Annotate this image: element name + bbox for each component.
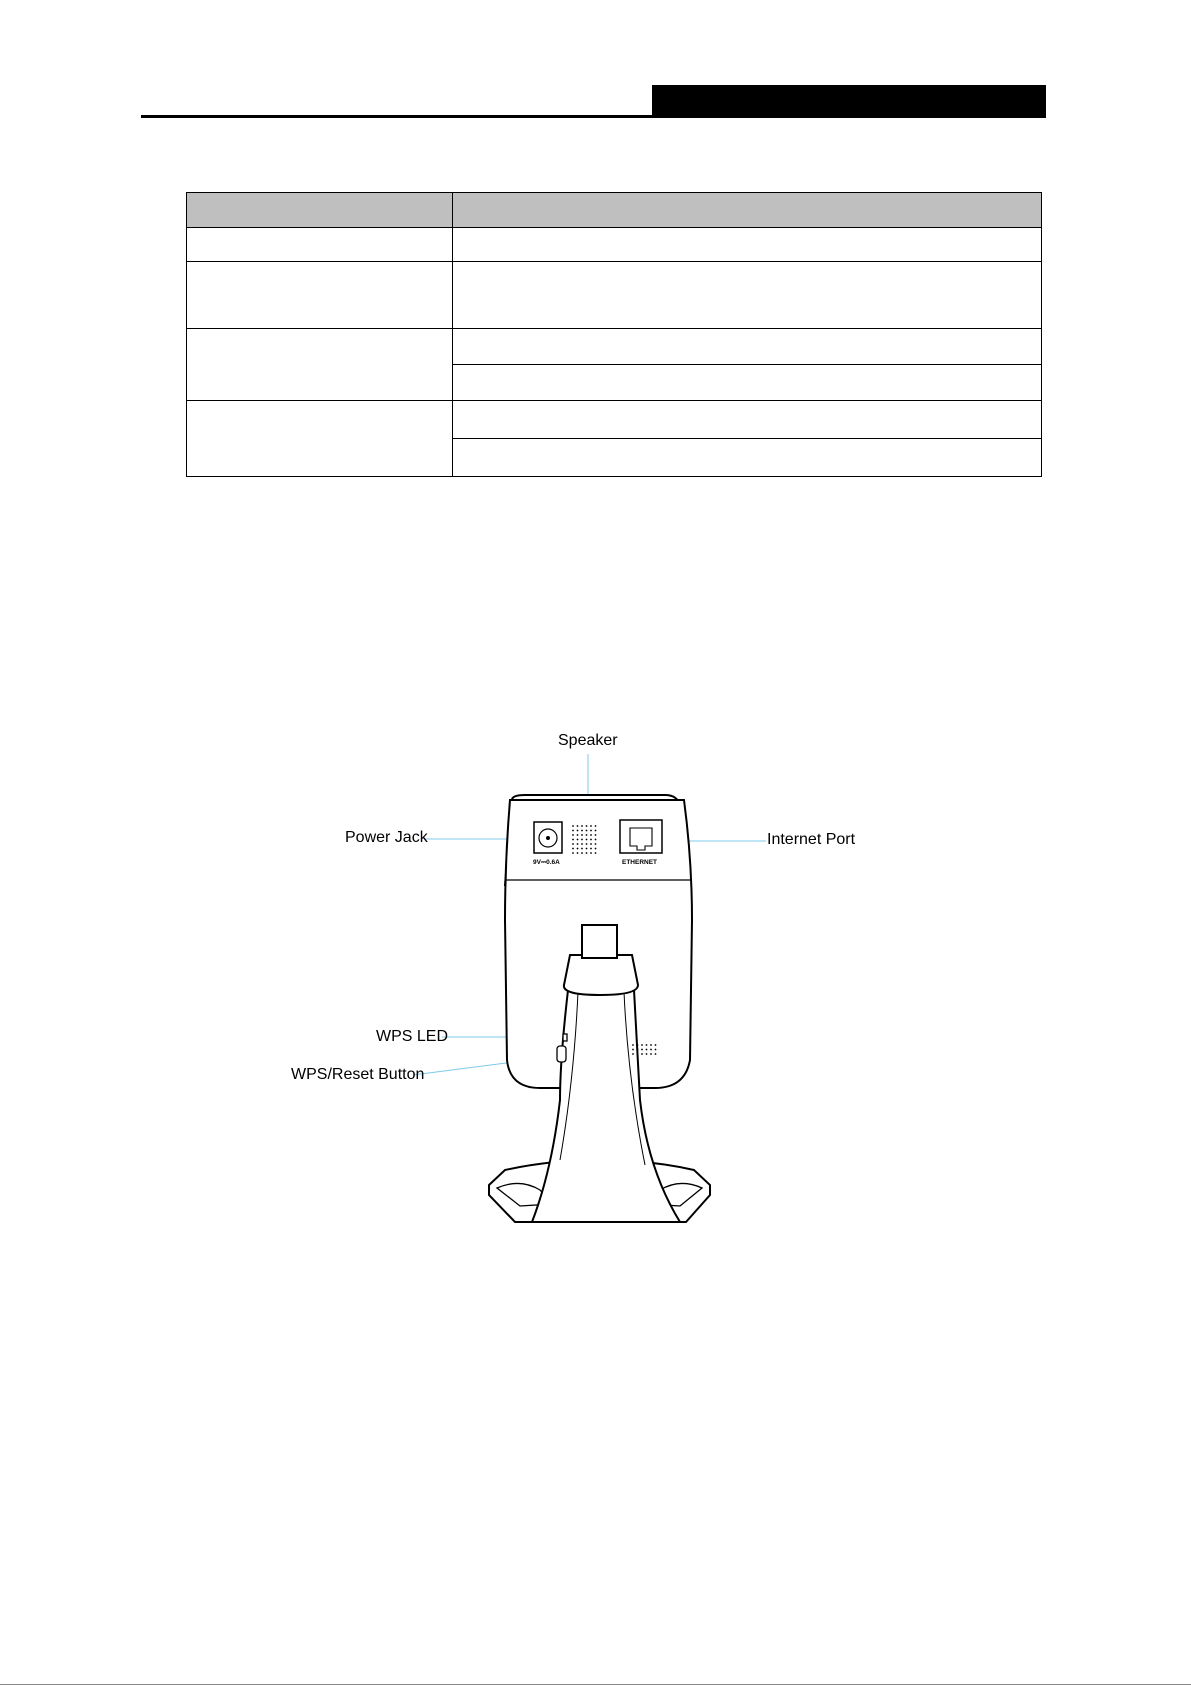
power-jack-label: Power Jack [345, 829, 428, 846]
grille-dot [586, 852, 588, 854]
grille-dot [646, 1044, 648, 1046]
grille-dot [581, 830, 583, 832]
grille-dot [650, 1049, 652, 1051]
grille-dot [577, 848, 579, 850]
power-rating-text: 9V⎓0.6A [533, 859, 560, 866]
grille-dot [572, 839, 574, 841]
grille-dot [655, 1044, 657, 1046]
grille-dot [641, 1049, 643, 1051]
grille-dot [650, 1053, 652, 1055]
internet-port-label: Internet Port [767, 831, 856, 848]
grille-dot [586, 843, 588, 845]
grille-dot [590, 825, 592, 827]
grille-dot [590, 852, 592, 854]
grille-dot [577, 825, 579, 827]
grille-dot [646, 1049, 648, 1051]
grille-dot [637, 1044, 639, 1046]
grille-dot [590, 843, 592, 845]
ethernet-port-text: ETHERNET [622, 859, 658, 866]
grille-dot [590, 834, 592, 836]
power-jack-icon [534, 822, 562, 853]
grille-dot [595, 852, 597, 854]
grille-dot [581, 825, 583, 827]
grille-dot [586, 825, 588, 827]
wps-led-icon [563, 1034, 567, 1041]
grille-dot [655, 1053, 657, 1055]
grille-dot [632, 1044, 634, 1046]
ethernet-port-icon [620, 820, 662, 853]
grille-dot [650, 1044, 652, 1046]
grille-dot [632, 1049, 634, 1051]
grille-dot [637, 1049, 639, 1051]
grille-dot [586, 839, 588, 841]
grille-dot [595, 848, 597, 850]
wps-reset-button-icon [557, 1046, 566, 1062]
grille-dot [586, 834, 588, 836]
stand-joint-collar [564, 955, 638, 995]
grille-dot [572, 830, 574, 832]
grille-dot [577, 852, 579, 854]
grille-dot [577, 839, 579, 841]
grille-dot [581, 839, 583, 841]
grille-dot [655, 1049, 657, 1051]
grille-dot [641, 1053, 643, 1055]
stand-mount [582, 925, 617, 958]
grille-dot [572, 843, 574, 845]
grille-dot [590, 830, 592, 832]
grille-dot [586, 830, 588, 832]
wps-reset-button-label: WPS/Reset Button [291, 1066, 425, 1083]
grille-dot [581, 848, 583, 850]
speaker-label: Speaker [558, 732, 618, 749]
grille-dot [581, 834, 583, 836]
wps-led-label: WPS LED [376, 1028, 449, 1045]
grille-dot [646, 1053, 648, 1055]
grille-dot [595, 825, 597, 827]
grille-dot [581, 843, 583, 845]
grille-dot [577, 830, 579, 832]
grille-dot [577, 843, 579, 845]
grille-dot [581, 852, 583, 854]
grille-dot [586, 848, 588, 850]
grille-dot [572, 834, 574, 836]
grille-dot [590, 848, 592, 850]
grille-dot [595, 839, 597, 841]
grille-dot [572, 848, 574, 850]
grille-dot [632, 1053, 634, 1055]
grille-dot [595, 834, 597, 836]
grille-dot [572, 852, 574, 854]
grille-dot [572, 825, 574, 827]
grille-dot [590, 839, 592, 841]
grille-dot [641, 1044, 643, 1046]
grille-dot [637, 1053, 639, 1055]
grille-dot [595, 830, 597, 832]
grille-dot [577, 834, 579, 836]
grille-dot [595, 843, 597, 845]
